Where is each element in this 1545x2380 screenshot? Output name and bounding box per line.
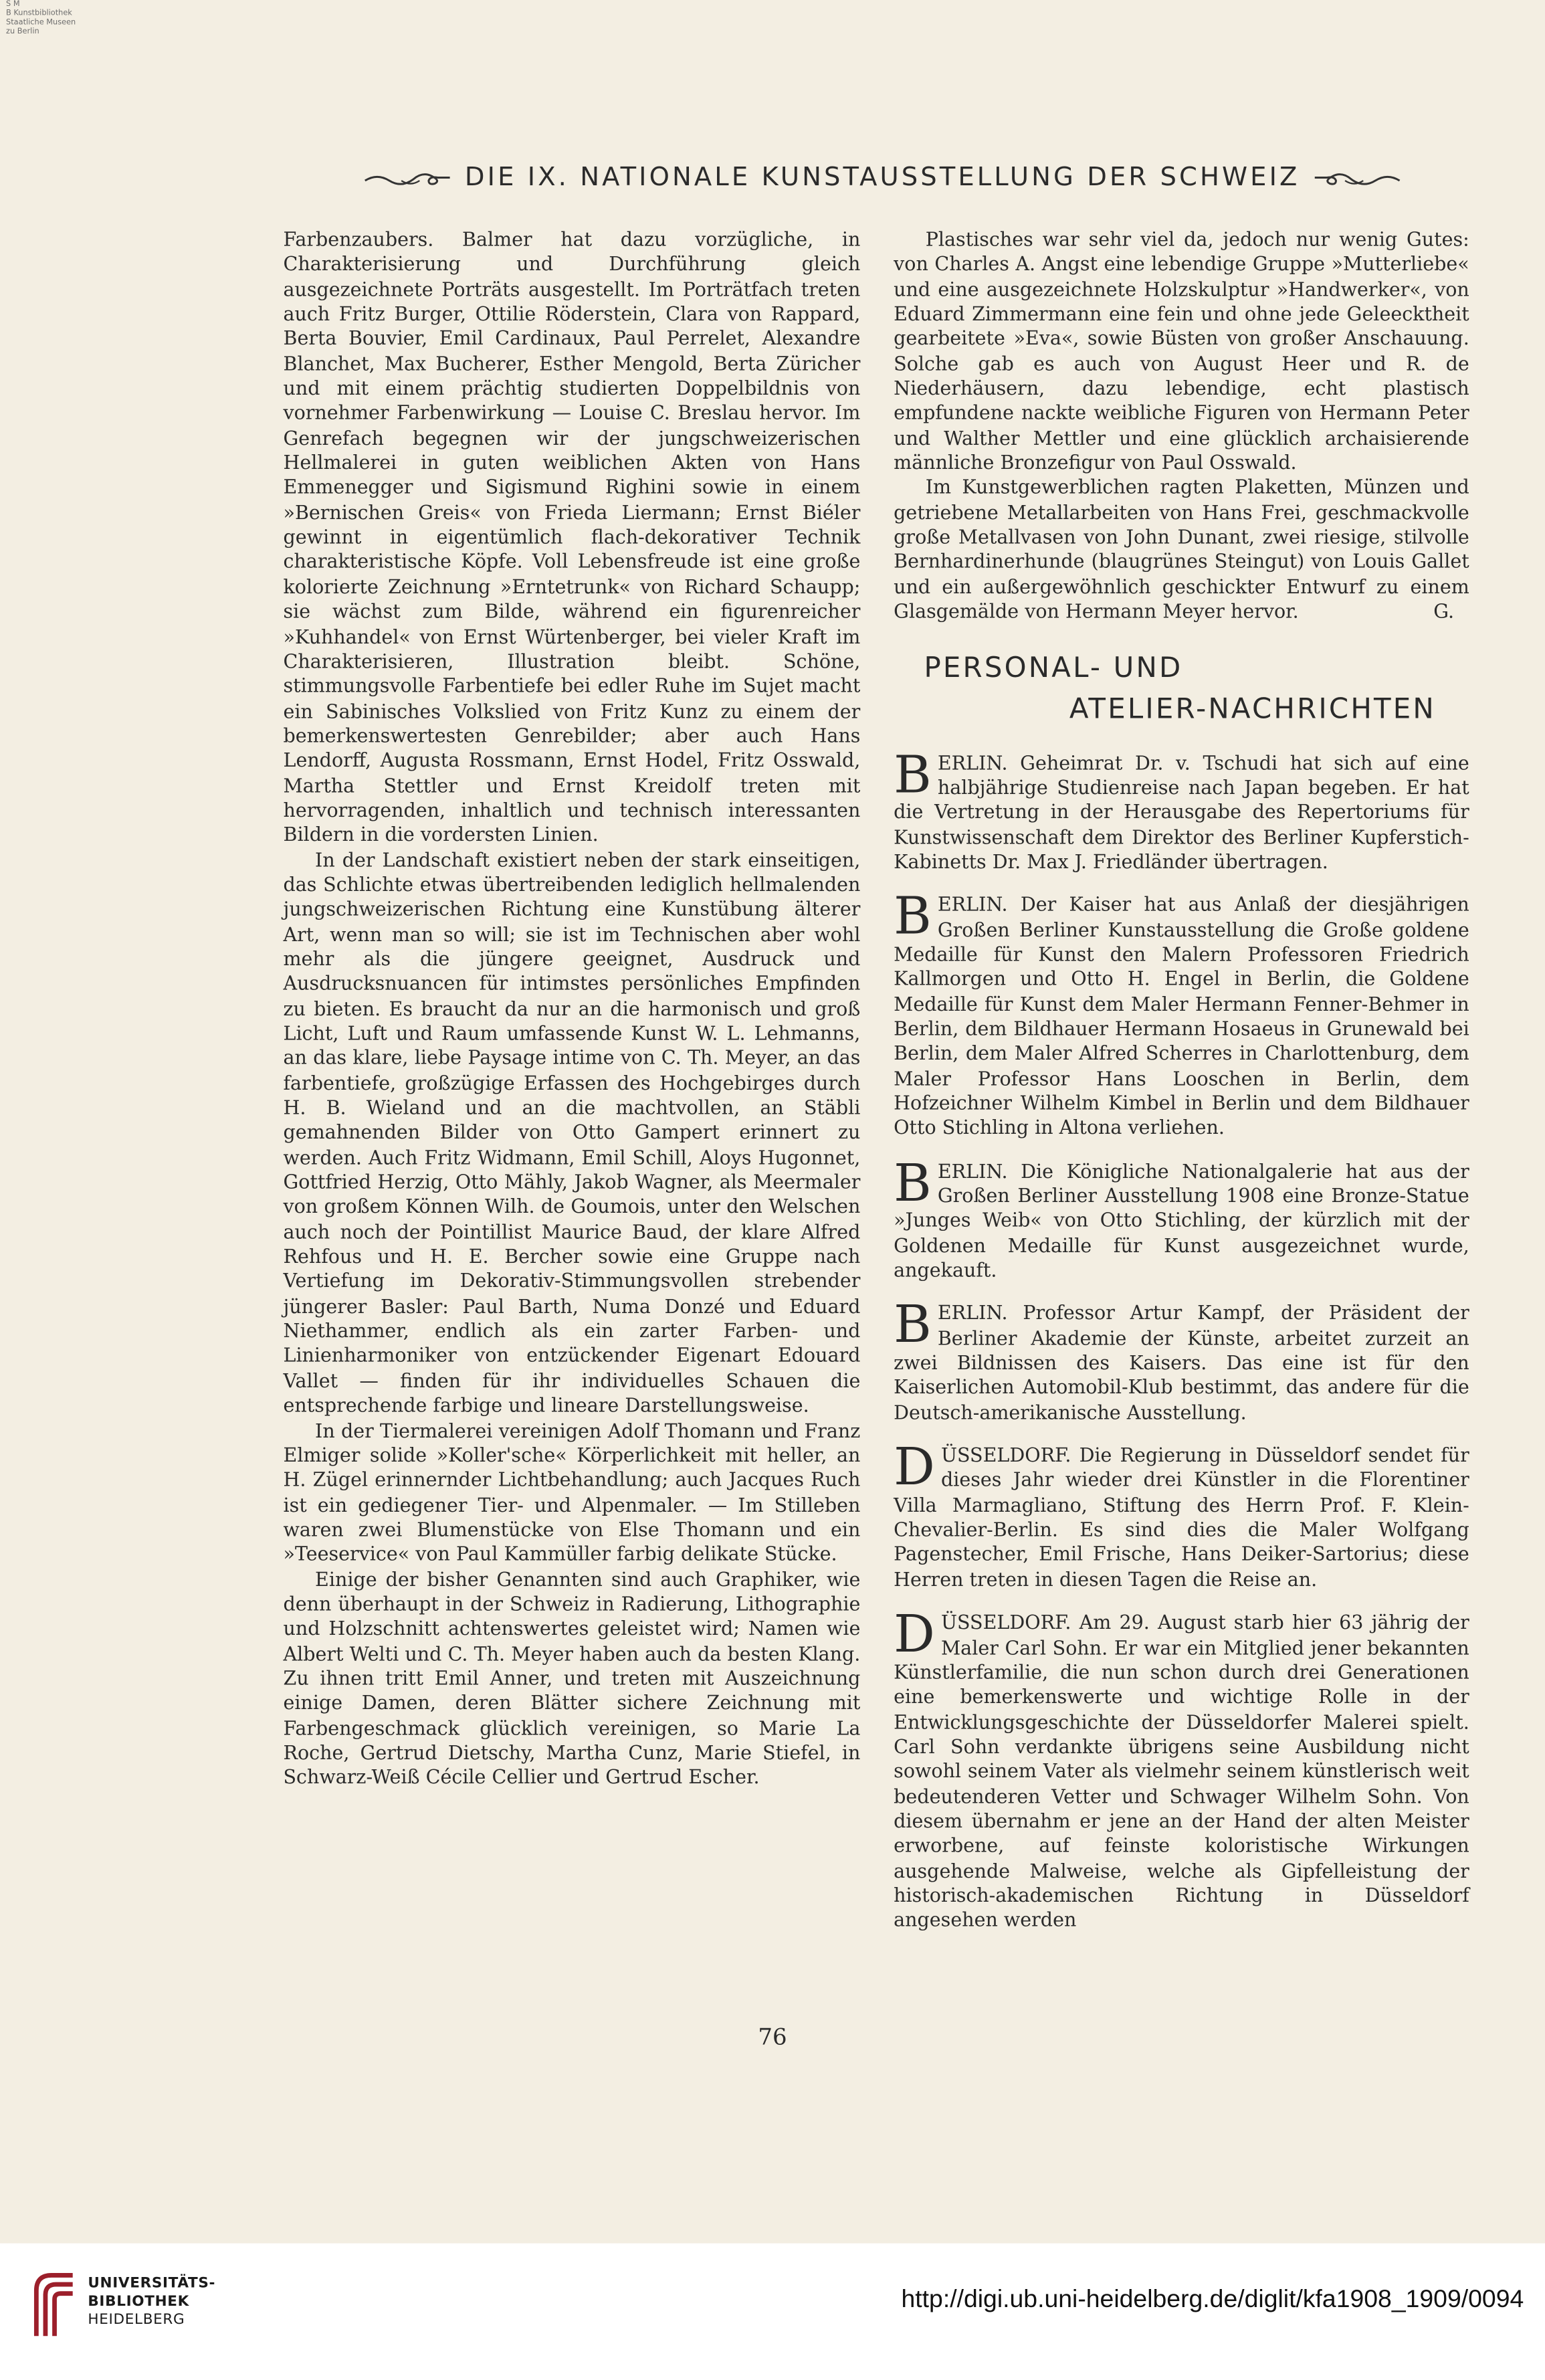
library-name-line: HEIDELBERG <box>88 2311 185 2328</box>
page-number: 76 <box>758 2023 787 2051</box>
news-text: ÜSSELDORF. Am 29. August starb hier 63 jährig der Maler Carl Sohn. Er war ein Mitglied jener bekannten Künstlerfamilie, die nun schon durch drei Generationen eine bemerkenswerte und wichtige Rolle in der Entwicklungsgeschichte der Düsseldorfer Malerei spielt. Carl Sohn verdankte übrigens seine Ausbildung nicht sowohl seinem Vater als vielmehr seinem künstlerisch weit bedeutenderen Vetter und Schwager Wilhelm Sohn. Von diesem übernahm er jene an der Hand der alten Meister erworbene, auf feinste koloristische Wirkungen ausgehende Malweise, welche als Gipfelleistung der historisch-akademischen Richtung in Düsseldorf angesehen werden <box>894 1610 1469 1931</box>
left-ornament-icon <box>362 167 453 189</box>
library-name-line: BIBLIOTHEK <box>88 2293 190 2310</box>
drop-cap: B <box>894 745 932 805</box>
library-name-line: UNIVERSITÄTS- <box>88 2275 216 2292</box>
news-item <box>894 1604 1469 1933</box>
section-heading-line-1: PERSONAL- UND <box>924 652 1183 684</box>
body-paragraph: In der Tiermalerei vereinigen Adolf Thomann und Franz Elmiger solide »Koller'sche« Körperlichkeit mit heller, an H. Zügel erinnernder Lichtbehandlung; auch Jacques Ruch ist ein gediegener Tier- und Alpenmaler. — Im Stilleben waren zwei Blumenstücke von Else Thomann und ein »Teeservice« von Paul Kammüller farbig delikate Stücke. <box>283 1418 861 1565</box>
drop-cap: B <box>894 1295 932 1357</box>
section-heading-line-2: ATELIER-NACHRICHTEN <box>1069 692 1436 725</box>
drop-cap: B <box>894 886 932 948</box>
left-column <box>284 227 861 1790</box>
viewer-footer <box>0 2244 1545 2380</box>
heidelberg-library-logo-icon <box>30 2269 78 2342</box>
news-item <box>894 1437 1469 1593</box>
news-text: ERLIN. Der Kaiser hat aus Anlaß der diesjährigen Großen Berliner Kunstausstellung die Große goldene Medaille für Kunst den Malern Professoren Friedrich Kallmorgen und Otto H. Engel in Berlin, die Goldene Medaille für Kunst dem Maler Hermann Fenner-Behmer in Berlin, dem Bildhauer Hermann Hosaeus in Grunewald bei Berlin, dem Maler Alfred Scherres in Charlottenburg, dem Maler Professor Hans Looschen in Berlin, dem Hofzeichner Wilhelm Kimbel in Berlin und dem Bildhauer Otto Stichling in Altona verliehen. <box>894 892 1469 1139</box>
stamp-line: zu Berlin <box>6 27 39 37</box>
news-item <box>894 886 1469 1141</box>
body-paragraph: Plastisches war sehr viel da, jedoch nur wenig Gutes: von Charles A. Angst eine lebendige Gruppe »Mutterliebe« und eine ausgezeichnete Holzskulptur »Handwerker«, von Eduard Zimmermann eine fein und ohne jede Geleecktheit gearbeitete »Eva«, sowie Büsten von großer Anschauung. Solche gab es auch von August Heer und R. de Niederhäusern, dazu lebendige, echt plastisch empfundene nackte weibliche Figuren von Hermann Peter und Walther Mettler und eine glücklich archaisierende männliche Bronzefigur von Paul Osswald. <box>894 227 1469 474</box>
library-name <box>88 2275 215 2330</box>
body-paragraph: In der Landschaft existiert neben der stark einseitigen, das Schlichte etwas übertreibenden lediglich hellmalenden jungschweizerischen Richtung eine Kunstübung älterer Art, wenn man so will; sie ist im Technischen aber wohl mehr als die jüngere geeignet, Ausdruck und Ausdrucksnuancen für intimstes persönliches Empfinden zu bieten. Es braucht da nur an die harmonisch und groß Licht, Luft und Raum umfassende Kunst W. L. Lehmanns, an das klare, liebe Paysage intime von C. Th. Meyer, an das farbentiefe, großzügige Erfassen des Hochgebirges durch H. B. Wieland und an die machtvollen, an Stäbli gemahnenden Bilder von Otto Gampert erinnert zu werden. Auch Fritz Widmann, Emil Schill, Aloys Hugonnet, Gottfried Herzig, Otto Mähly, Jakob Wagner, als Meermaler von großem Können Wilh. de Goumois, unter den Welschen auch noch der Pointillist Maurice Baud, der klare Alfred Rehfous und H. E. Bercher sowie eine Gruppe nach Vertiefung im Dekorativ-Stimmungsvollen strebender jüngerer Basler: Paul Barth, Numa Donzé und Eduard Niethammer, endlich als ein zarter Farben- und Linienharmoniker von entzückender Eigenart Edouard Vallet — finden für ihr individuelles Schauen die entsprechende farbige und lineare Darstellungsweise. <box>283 848 861 1417</box>
drop-cap: D <box>894 1437 935 1498</box>
permalink-url[interactable]: http://digi.ub.uni-heidelberg.de/diglit/kfa1908_1909/0094 <box>901 2286 1524 2314</box>
right-ornament-icon <box>1312 167 1403 189</box>
news-item <box>894 1295 1469 1425</box>
right-column <box>894 227 1469 1951</box>
running-head <box>288 158 1477 197</box>
body-paragraph: Einige der bisher Genannten sind auch Graphiker, wie denn überhaupt in der Schweiz in Radierung, Lithographie und Holzschnitt achtenswertes geleistet wird; Namen wie Albert Welti und C. Th. Meyer haben auch da besten Klang. Zu ihnen tritt Emil Anner, und treten mit Auszeichnung einige Damen, deren Blätter sichere Zeichnung mit Farbengeschmack glücklich vereinigen, so Marie La Roche, Gertrud Dietschy, Martha Cunz, Marie Stiefel, in Schwarz-Weiß Cécile Cellier und Gertrud Escher. <box>283 1567 861 1789</box>
body-paragraph-text: Im Kunstgewerblichen ragten Plaketten, Münzen und getriebene Metallarbeiten von Hans Frei, geschmackvolle große Metallvasen von John Dunant, zwei riesige, stilvolle Bernhardinerhunde (blaugrünes Steingut) von Louis Gallet und ein außergewöhnlich geschickter Entwurf zu einem Glasgemälde von Hermann Meyer hervor. <box>894 476 1469 623</box>
news-item <box>894 1153 1469 1283</box>
author-signature: G. <box>1433 599 1455 623</box>
drop-cap: D <box>894 1604 935 1666</box>
news-text: ÜSSELDORF. Die Regierung in Düsseldorf sendet für dieses Jahr wieder drei Künstler in die Florentiner Villa Marmagliano, Stiftung des Herrn Prof. F. Klein-Chevalier-Berlin. Es sind dies die Maler Wolfgang Pagenstecher, Emil Frische, Hans Deiker-Sartorius; diese Herren treten in diesen Tagen die Reise an. <box>894 1444 1469 1591</box>
body-paragraph: Farbenzaubers. Balmer hat dazu vorzügliche, in Charakterisierung und Durchführung gleich ausgezeichnete Porträts ausgestellt. Im Porträtfach treten auch Fritz Burger, Ottilie Röderstein, Clara von Rappard, Berta Bouvier, Emil Cardinaux, Paul Perrelet, Alexandre Blanchet, Max Bucherer, Esther Mengold, Berta Züricher und mit einem prächtig studierten Doppelbildnis von vornehmer Farbenwirkung — Louise C. Breslau hervor. Im Genrefach begegnen wir der jungschweizerischen Hellmalerei in guten weiblichen Akten von Hans Emmenegger und Sigismund Righini sowie in einem »Bernischen Greis« von Frieda Liermann; Ernst Biéler gewinnt in eigentümlich flach-dekorativer Technik charakteristische Köpfe. Voll Lebensfreude ist eine große kolorierte Zeichnung »Erntetrunk« von Richard Schaupp; sie wächst zum Bilde, während ein figurenreicher »Kuhhandel« von Ernst Würtenberger, bei vieler Kraft im Charakterisieren, Illustration bleibt. Schöne, stimmungsvolle Farbentiefe bei edler Ruhe im Sujet macht ein Sabinisches Volkslied von Fritz Kunz zu einem der bemerkenswertesten Genrebilder; aber auch Hans Lendorff, Augusta Rossmann, Ernst Hodel, Fritz Osswald, Martha Stettler und Ernst Kreidolf treten mit hervorragenden, inhaltlich und technisch interessanten Bildern in die vordersten Linien. <box>283 227 861 846</box>
news-text: ERLIN. Geheimrat Dr. v. Tschudi hat sich auf eine halbjährige Studienreise nach Japan begeben. Er hat die Vertretung in der Herausgabe des Repertoriums für Kunstwissenschaft dem Direktor des Berliner Kupferstich-Kabinetts Dr. Max J. Friedländer übertragen. <box>894 751 1469 873</box>
stamp-line: S M <box>6 0 20 9</box>
news-item <box>894 745 1469 874</box>
stamp-line: B Kunstbibliothek <box>6 9 72 19</box>
library-stamp <box>6 0 76 36</box>
body-paragraph <box>894 476 1469 625</box>
running-head-title: DIE IX. NATIONALE KUNSTAUSSTELLUNG DER SCHWEIZ <box>464 162 1300 193</box>
news-text: ERLIN. Professor Artur Kampf, der Präsident der Berliner Akademie der Künste, arbeitet zurzeit an zwei Bildnissen des Kaisers. Das eine ist für den Kaiserlichen Automobil-Klub bestimmt, das andere für die Deutsch-amerikanische Ausstellung. <box>894 1301 1469 1423</box>
drop-cap: B <box>894 1153 932 1214</box>
news-text: ERLIN. Die Königliche Nationalgalerie hat aus der Großen Berliner Ausstellung 1908 eine Bronze-Statue »Junges Weib« von Otto Stichling, der kürzlich mit der Goldenen Medaille für Kunst ausgezeichnet wurde, angekauft. <box>894 1159 1469 1282</box>
stamp-line: Staatliche Museen <box>6 18 76 27</box>
section-heading <box>894 648 1469 730</box>
